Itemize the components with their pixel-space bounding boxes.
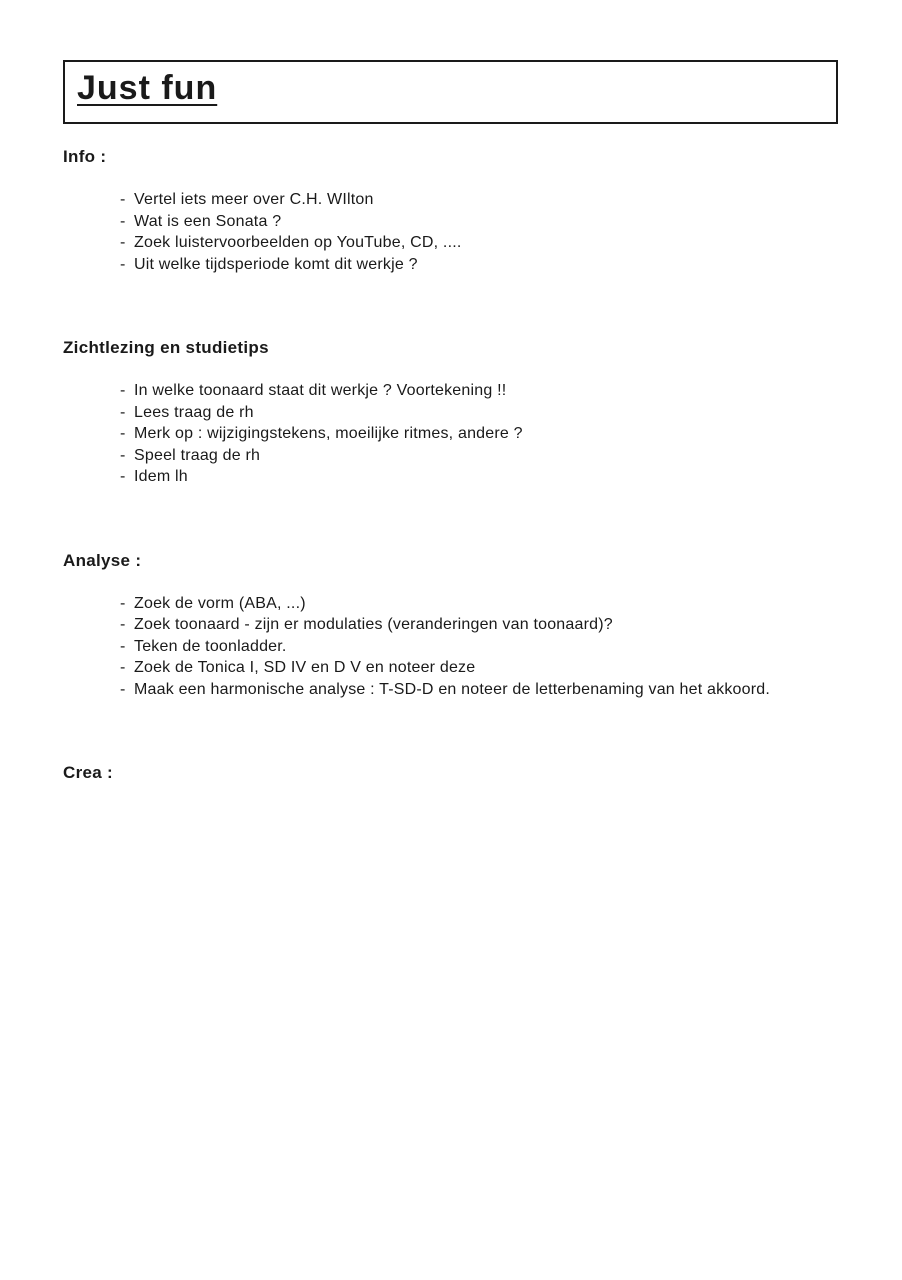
section-heading: Analyse : — [63, 550, 142, 570]
list-item — [120, 614, 838, 636]
list-item — [120, 254, 838, 276]
list-item-text: Zoek de vorm (ABA, ...) — [134, 594, 306, 612]
list-item-text: Maak een harmonische analyse : T-SD-D en noteer de letterbenaming van het akkoord. — [134, 680, 771, 698]
list-item — [120, 657, 838, 679]
list-item-text: Speel traag de rh — [134, 446, 261, 464]
section-heading: Crea : — [63, 763, 113, 782]
document-section — [63, 146, 838, 275]
list-item — [120, 466, 838, 488]
list-item — [120, 232, 838, 254]
dash-marker: - — [120, 446, 126, 464]
list-item-text: Uit welke tijdsperiode komt dit werkje ? — [134, 255, 418, 273]
list-item-text: Teken de toonladder. — [134, 637, 287, 655]
dash-marker: - — [120, 616, 126, 633]
dash-marker: - — [120, 234, 126, 251]
dash-marker: - — [120, 425, 126, 442]
dash-marker: - — [120, 659, 126, 676]
list-item — [120, 679, 838, 701]
section-heading: Zichtlezing en studietips — [63, 338, 269, 357]
list-item — [120, 423, 838, 445]
list-item — [120, 189, 838, 211]
list-item-text: Idem lh — [134, 468, 188, 485]
dash-marker: - — [120, 468, 126, 485]
document-section — [63, 762, 838, 783]
bullet-list — [63, 593, 838, 701]
list-item-text: In welke toonaard staat dit werkje ? Voortekening !! — [134, 382, 507, 399]
list-item-text: Wat is een Sonata ? — [134, 212, 282, 230]
list-item — [120, 636, 838, 658]
dash-marker: - — [120, 382, 126, 399]
title-box — [63, 60, 838, 124]
section-heading: Info : — [63, 147, 107, 166]
dash-marker: - — [120, 212, 126, 230]
sections-container — [63, 146, 838, 783]
list-item-text: Zoek de Tonica I, SD IV en D V en noteer deze — [134, 659, 476, 676]
list-item-text: Zoek toonaard - zijn er modulaties (veranderingen van toonaard)? — [134, 616, 613, 633]
list-item — [120, 445, 838, 467]
dash-marker: - — [120, 191, 126, 208]
dash-marker: - — [120, 255, 126, 273]
list-item — [120, 380, 838, 402]
bullet-list — [63, 380, 838, 488]
page-title: Just fun — [77, 69, 218, 107]
list-item-text: Zoek luistervoorbeelden op YouTube, CD, .... — [134, 234, 462, 251]
list-item — [120, 211, 838, 233]
list-item — [120, 402, 838, 424]
dash-marker: - — [120, 594, 126, 612]
list-item-text: Vertel iets meer over C.H. WIlton — [134, 191, 374, 208]
bullet-list — [63, 189, 838, 275]
document-section — [63, 550, 838, 701]
dash-marker: - — [120, 403, 126, 421]
list-item — [120, 593, 838, 615]
document-section — [63, 337, 838, 488]
dash-marker: - — [120, 680, 126, 698]
list-item-text: Lees traag de rh — [134, 403, 254, 421]
dash-marker: - — [120, 637, 126, 655]
list-item-text: Merk op : wijzigingstekens, moeilijke ritmes, andere ? — [134, 425, 523, 442]
